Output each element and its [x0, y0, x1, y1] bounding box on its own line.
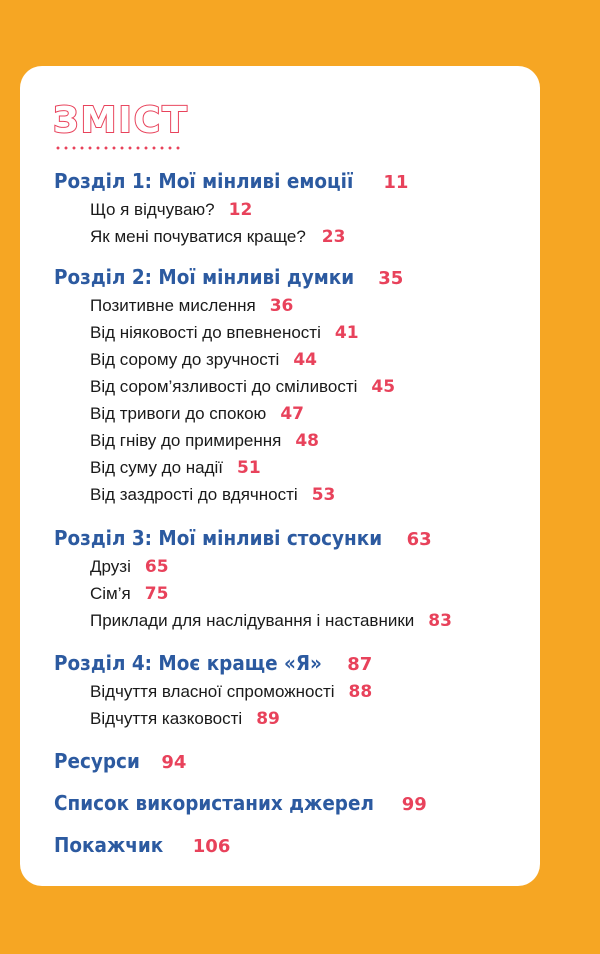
item-title: Від тривоги до спокою: [90, 404, 267, 423]
page-number: 87: [347, 654, 373, 675]
page-number: 89: [256, 709, 280, 729]
item-title: Як мені почуватися краще?: [90, 227, 306, 246]
item-title: Сім’я: [90, 584, 131, 603]
page-number: 88: [348, 682, 373, 702]
contents-title: ЗМІСТ: [53, 100, 189, 141]
toc-section-4[interactable]: [54, 651, 372, 675]
item-title: Позитивне мислення: [90, 296, 256, 315]
page-number: 65: [144, 557, 169, 577]
page-number: 35: [378, 268, 404, 289]
page-number: 47: [280, 404, 304, 424]
toc-item[interactable]: [90, 458, 261, 478]
item-title: Відчуття власної спроможності: [90, 682, 335, 701]
section-title: Список використаних джерел: [54, 791, 374, 815]
toc-item[interactable]: [90, 431, 319, 451]
page-number: 36: [269, 296, 294, 316]
page-number: 99: [401, 794, 427, 815]
section-title: Розділ 3: Мої мінливі стосунки: [54, 526, 383, 550]
page-number: 23: [321, 227, 346, 247]
toc-item[interactable]: [90, 485, 335, 505]
page-number: 53: [311, 485, 336, 505]
item-title: Від суму до надії: [90, 458, 224, 477]
item-title: Відчуття казковості: [90, 709, 243, 728]
page-number: 12: [228, 200, 253, 220]
toc-section-1[interactable]: [54, 169, 408, 193]
page-number: 44: [293, 350, 318, 370]
section-title: Покажчик: [54, 833, 164, 857]
page-number: 94: [161, 752, 187, 773]
title-dotted-underline: [54, 146, 182, 150]
section-title: Розділ 4: Моє краще «Я»: [54, 651, 322, 675]
page-number: 41: [334, 323, 359, 343]
toc-section-index[interactable]: [54, 833, 230, 857]
toc-item[interactable]: [90, 611, 452, 631]
page-number: 48: [295, 431, 320, 451]
page-number: 75: [144, 584, 169, 604]
toc-item[interactable]: [90, 296, 293, 316]
section-title: Розділ 1: Мої мінливі емоції: [54, 169, 354, 193]
toc-section-3[interactable]: [54, 526, 432, 550]
item-title: Від заздрості до вдячності: [90, 485, 298, 504]
section-title: Розділ 2: Мої мінливі думки: [54, 265, 355, 289]
page-number: 106: [192, 836, 231, 857]
toc-item[interactable]: [90, 709, 280, 729]
toc-item[interactable]: [90, 227, 345, 247]
toc-section-resources[interactable]: [54, 749, 186, 773]
toc-section-2[interactable]: [54, 265, 403, 289]
toc-item[interactable]: [90, 404, 304, 424]
page-number: 63: [406, 529, 432, 550]
toc-item[interactable]: [90, 323, 359, 343]
toc-item[interactable]: [90, 557, 169, 577]
toc-item[interactable]: [90, 377, 395, 397]
page-number: 51: [237, 458, 261, 478]
toc-item[interactable]: [90, 682, 372, 702]
toc-item[interactable]: [90, 200, 252, 220]
page-number: 45: [371, 377, 396, 397]
page-number: 11: [383, 172, 409, 193]
item-title: Від гніву до примирення: [90, 431, 282, 450]
item-title: Друзі: [90, 557, 131, 576]
item-title: Від сорому до зручності: [90, 350, 280, 369]
page-number: 83: [428, 611, 452, 631]
toc-item[interactable]: [90, 350, 317, 370]
item-title: Від сором’язливості до сміливості: [90, 377, 358, 396]
item-title: Що я відчуваю?: [90, 200, 215, 219]
item-title: Приклади для наслідування і наставники: [90, 611, 415, 630]
item-title: Від ніяковості до впевненості: [90, 323, 321, 342]
contents-card: [20, 66, 540, 886]
toc-section-references[interactable]: [54, 791, 427, 815]
section-title: Ресурси: [54, 749, 140, 773]
toc-item[interactable]: [90, 584, 168, 604]
